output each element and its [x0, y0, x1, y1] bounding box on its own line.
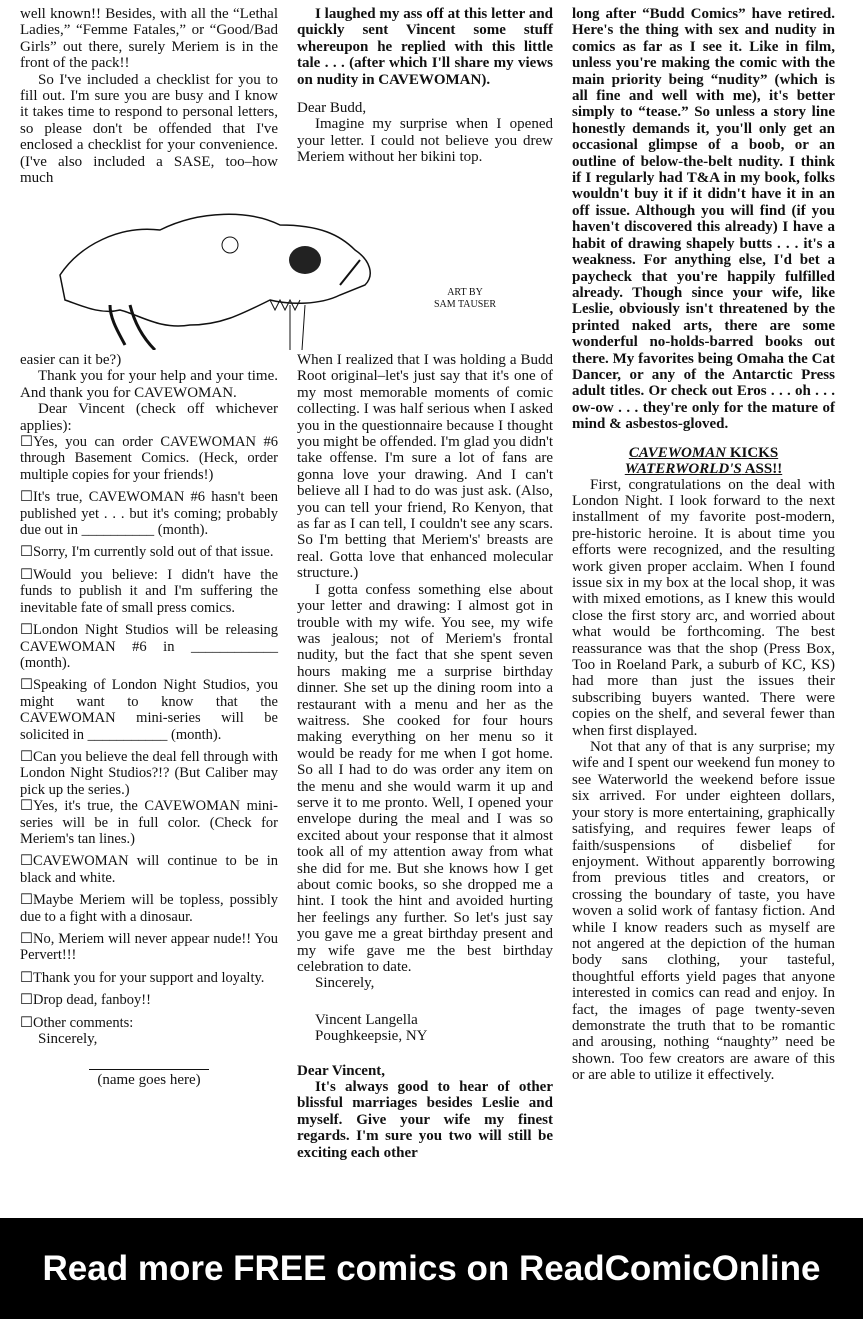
editor-reply: It's always good to hear of other blissful marriages besides Leslie and myself. Give your wife my finest regards. I'm sure you two will still be exciting each other	[297, 1079, 553, 1161]
letter-heading	[572, 445, 835, 477]
column-1-top	[20, 6, 278, 186]
checklist-item: ☐ Thank you for your support and loyalty.	[20, 970, 278, 986]
paragraph: When I realized that I was holding a Budd Root original–let's just say that it's one of my most memorable moments of comic collecting. I was half serious when I asked you in the questionnaire because I thought you might be offended. I'm glad you didn't take offense. I'm sure a lot of fans are gonna love your drawing. And I can't believe all I had to do was just ask. (Also, you can tell your friend, Ro Kenyon, that as far as I can tell, I couldn't see any scars. So I'm betting that Meriem's' breasts are real. Gotta love that enhanced molecular structure.)	[297, 352, 553, 582]
checklist-item: ☐ Maybe Meriem will be topless, possibly due to a fight with a dinosaur.	[20, 892, 278, 925]
salutation: Dear Budd,	[297, 100, 367, 117]
promo-banner-text[interactable]: Read more FREE comics on ReadComicOnline	[42, 1248, 821, 1288]
checklist-item: ☐ Drop dead, fanboy!!	[20, 992, 278, 1008]
paragraph: Thank you for your help and your time. And thank you for CAVEWOMAN.	[20, 368, 278, 401]
checklist-item: ☐ London Night Studios will be releasing CAVEWOMAN #6 in ____________ (month).	[20, 622, 278, 671]
paragraph: easier can it be?)	[20, 352, 122, 368]
checklist-item: ☐ CAVEWOMAN will continue to be in black and white.	[20, 853, 278, 886]
art-credit	[430, 287, 500, 311]
column-2-bottom	[297, 352, 553, 1161]
signature-block	[20, 1069, 278, 1088]
checklist-item: ☐ Sorry, I'm currently sold out of that issue.	[20, 544, 278, 560]
paragraph: Not that any of that is any surprise; my wife and I spent our weekend fun money to see Waterworld the weekend before issue six arrived. For under eighteen dollars, your story is more entertaining, graphically satisfying, and requires fewer leaps of faith/suspensions of disbelief for enjoyment. Without apparently borrowing from previous titles and creators, or crossing the boundary of taste, you have woven a solid work of fantasy fiction. And while I know readers such as myself are not angered at the depiction of the human body sans clothing, your tasteful, thoughtful efforts yield pages that anyone interested in comics can read and enjoy. In fact, the images of page twenty-seven demonstrate the truth that to be romantic and arousing, nothing “naughty” need be shown. Too few creators are aware of this or are able to utilize it effectively.	[572, 739, 835, 1084]
closing: Sincerely,	[315, 975, 375, 992]
checklist-item: ☐ Yes, it's true, the CAVEWOMAN mini-series will be in full color. (Check for Meriem's tan lines.)	[20, 798, 278, 847]
promo-banner[interactable]	[0, 1218, 863, 1319]
art-credit-line: ART BY	[447, 287, 483, 298]
checklist-item: ☐ No, Meriem will never appear nude!! You Pervert!!!	[20, 931, 278, 964]
dinosaur-illustration	[40, 205, 440, 350]
column-3	[572, 6, 835, 1084]
heading-text: KICKS	[726, 444, 779, 461]
checklist-item: ☐ Other comments:	[20, 1015, 278, 1031]
heading-title: WATERWORLD'S	[624, 460, 742, 477]
heading-text: ASS!!	[741, 460, 783, 477]
checklist-item: ☐ Speaking of London Night Studios, you might want to know that the CAVEWOMAN mini-series will be solicited in ___________ (month).	[20, 677, 278, 743]
paragraph: So I've included a checklist for you to fill out. I'm sure you are busy and I know it takes time to respond to personal letters, so please don't be offended that I've enclosed a checklist for your convenience. (I've also included a SASE, too–how much	[20, 71, 278, 187]
paragraph: Dear Vincent (check off whichever applies):	[20, 401, 278, 434]
checklist-item: ☐ Would you believe: I didn't have the funds to publish it and I'm suffering the inevitable fate of small press comics.	[20, 567, 278, 616]
paragraph: First, congratulations on the deal with London Night. I look forward to the next installment of my favorite post-modern, pre-historic heroine. It is about time you efforts were recognized, and the resulting work given proper acclaim. When I found issue six in my box at the local shop, it was with mixed emotions, as I knew this would close the first story arc, and worried about what would be forthcoming. The best reassurance was that the shop (Press Box, Too in Roeland Park, a suburb of KC, KS) had more than just the issues their subscribing buyers wanted. There were copies on the shelf, and several fewer than when first displayed.	[572, 476, 835, 739]
art-credit-artist: SAM TAUSER	[433, 299, 497, 310]
checklist-item: ☐ Yes, you can order CAVEWOMAN #6 through Basement Comics. (Heck, order multiple copies for your friends!)	[20, 434, 278, 483]
paragraph: I gotta confess something else about your letter and drawing: I almost got in trouble with my wife. You see, my wife was jealous; not of Meriem's frontal nudity, but the fact that she spent seven hours making me a surprise birthday dinner. She set up the dining room into a restaurant with a menu and her as the waitress. She cooked for four hours making everything on her menu so it would be ready for me when I got home. So all I had to do was order any item on the menu and she would warm it up and serve it to me pronto. Well, I opened your envelope during the meal and I was so excited about your response that it almost took all of my attention away from what she did for me. But she knows how I get about comic books, so she dropped me a hint. I took the hint and avoided hurting her feelings any further. So let's just say you gave me a great birthday present and my wife gave me the best birthday celebration to date.	[297, 581, 553, 976]
paragraph: well known!! Besides, with all the “Lethal Ladies,” “Femme Fatales,” or “Good/Bad Girls” out there, surely Meriem is in the front of the pack!!	[20, 6, 278, 72]
letter-author: Vincent Langella	[315, 1011, 418, 1028]
editor-reply-continued: long after “Budd Comics” have retired. Here's the thing with sex and nudity in comics as far as I see it. Like in film, unless you're making the comic with the main priority being “nudity” (which is all fine and well with me), it's better simply to “tease.” So unless a story line honestly demands it, you'll only get an occasional glimpse of a boob, or an outline of below-the-belt nudity. I think if I regularly had T&A in my book, folks wouldn't buy it if it didn't have it in an off issue. Although you will find (if you haven't discovered this already) I have a habit of drawing shapely butts . . . it's a weakness. For anything else, I'd bet a paycheck that you're happily fulfilled already. Though since your wife, like Leslie, obviously isn't threatened by the printed naked arts, there are some wonderful no-holds-barred books out there. My favorites being Omaha the Cat Dancer, or any of the Antarctic Press adult titles. Or check out Eros . . . oh . . . ow-ow . . . they're only for the mature of mind & asbestos-gloved.	[572, 6, 835, 433]
signature-line	[89, 1069, 209, 1070]
paragraph: Imagine my surprise when I opened your letter. I could not believe you drew Meriem without her bikini top.	[297, 116, 553, 166]
checklist-item: ☐ Can you believe the deal fell through with London Night Studios?!? (But Caliber may pick up the series.)	[20, 749, 278, 798]
heading-title: CAVEWOMAN	[628, 444, 727, 461]
letter-location: Poughkeepsie, NY	[315, 1028, 428, 1045]
signature-placeholder: (name goes here)	[97, 1072, 201, 1089]
checklist-item: ☐ It's true, CAVEWOMAN #6 hasn't been published yet . . . but it's coming; probably due out in __________ (month).	[20, 489, 278, 538]
column-2-top	[297, 6, 553, 166]
closing: Sincerely,	[38, 1031, 98, 1048]
column-1-bottom	[20, 352, 278, 1089]
reply-salutation: Dear Vincent,	[297, 1062, 386, 1079]
editor-intro: I laughed my ass off at this letter and quickly sent Vincent some stuff whereupon he replied with this little tale . . . (after which I'll share my views on nudity in CAVEWOMAN).	[297, 6, 553, 88]
